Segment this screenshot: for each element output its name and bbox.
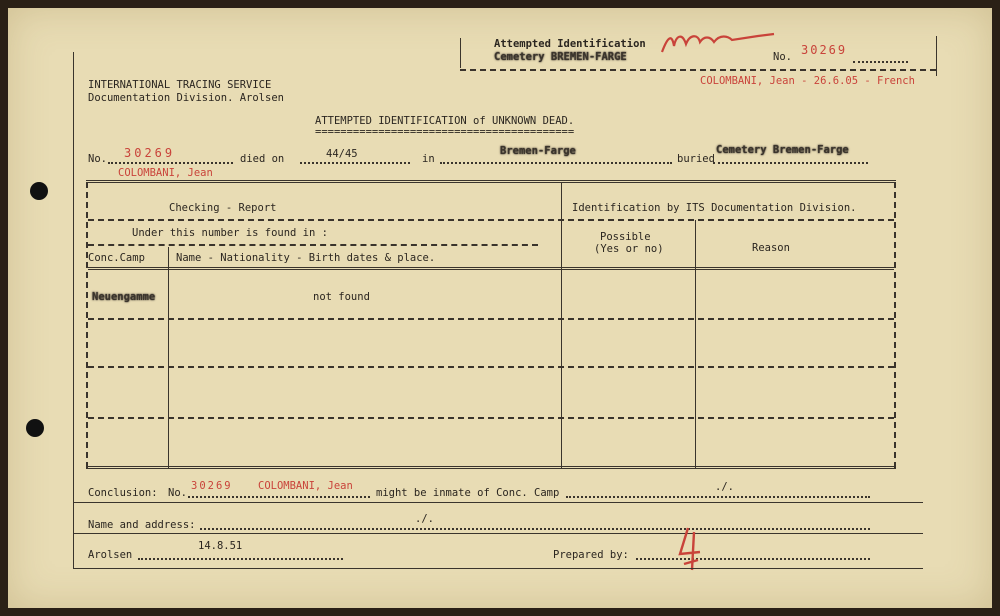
conc-camp-column-header: Conc.Camp — [88, 252, 145, 264]
conclusion-rule — [73, 502, 923, 503]
stamp-bottom-border — [460, 69, 936, 71]
stamp-no-value: 30269 — [801, 43, 848, 57]
row1-name: not found — [313, 291, 370, 303]
record-no-label: No. — [88, 153, 107, 165]
name-address-rule — [73, 533, 923, 534]
document-title: ATTEMPTED IDENTIFICATION of UNKNOWN DEAD. — [315, 115, 575, 127]
table-right-border — [894, 182, 896, 468]
title-underline: ========================================= — [315, 126, 575, 138]
row1-rule — [88, 318, 894, 320]
record-died-dots — [300, 162, 410, 164]
stamp-line2: Cemetery BREMEN-FARGE — [494, 51, 627, 63]
footer-date: 14.8.51 — [198, 540, 243, 552]
record-in-label: in — [422, 153, 435, 165]
table-bottom-border — [86, 466, 896, 469]
name-address-label: Name and address: — [88, 519, 196, 531]
conclusion-no-dots — [188, 496, 370, 498]
reason-header: Reason — [752, 242, 790, 254]
punch-hole-bottom — [26, 419, 44, 437]
conclusion-inmate-dots — [566, 496, 870, 498]
division-name: Documentation Division. Arolsen — [88, 92, 284, 104]
checking-report-header: Checking - Report — [169, 202, 277, 214]
table-top-border — [86, 180, 896, 183]
record-died-value: 44/45 — [326, 148, 358, 160]
red-signature-mark — [674, 524, 710, 574]
record-no-dots — [108, 162, 233, 164]
prepared-by-dots — [636, 558, 870, 560]
table-camp-divider — [168, 247, 169, 468]
table-left-border — [86, 182, 88, 468]
conclusion-no-value: 30269 — [191, 480, 233, 492]
footer-date-dots — [138, 558, 343, 560]
stamp-person: COLOMBANI, Jean - 26.6.05 - French — [700, 75, 915, 87]
org-name: INTERNATIONAL TRACING SERVICE — [88, 79, 272, 91]
footer-city: Arolsen — [88, 549, 133, 561]
row2-rule — [88, 366, 894, 368]
conclusion-no-label: No. — [168, 487, 187, 499]
record-in-value: Bremen-Farge — [500, 145, 576, 157]
record-died-label: died on — [240, 153, 285, 165]
conclusion-name: COLOMBANI, Jean — [258, 480, 353, 492]
record-name: COLOMBANI, Jean — [118, 167, 213, 179]
table-reason-divider — [695, 220, 696, 468]
stamp-right-border — [936, 36, 937, 76]
name-address-dots — [200, 528, 870, 530]
record-buried-label: buried — [677, 153, 715, 165]
document-card — [8, 8, 992, 608]
stamp-left-border — [460, 38, 461, 68]
under-number-header: Under this number is found in : — [132, 227, 328, 239]
conclusion-label: Conclusion: — [88, 487, 158, 499]
under-number-rule — [88, 244, 538, 246]
name-address-value: ./. — [415, 513, 434, 525]
yes-no-header: (Yes or no) — [594, 243, 664, 255]
stamp-line1: Attempted Identification — [494, 38, 646, 50]
possible-header: Possible — [600, 231, 651, 243]
punch-hole-top — [30, 182, 48, 200]
name-column-header: Name - Nationality - Birth dates & place. — [176, 252, 436, 264]
left-margin-line — [73, 52, 74, 568]
record-buried-value: Cemetery Bremen-Farge — [716, 144, 849, 156]
bottom-rule — [73, 568, 923, 569]
red-handwritten-mark — [658, 26, 778, 56]
table-middle-divider — [561, 182, 562, 468]
table-header-rule — [88, 219, 894, 221]
stamp-no-label: No. — [773, 51, 792, 63]
record-buried-dots — [713, 162, 868, 164]
row1-conc-camp: Neuengamme — [92, 291, 156, 303]
row3-rule — [88, 417, 894, 419]
column-header-rule — [88, 267, 894, 270]
record-no-value: 30269 — [124, 146, 176, 160]
prepared-by-label: Prepared by: — [553, 549, 629, 561]
record-in-dots — [440, 162, 672, 164]
conclusion-inmate-value: ./. — [715, 481, 734, 493]
stamp-no-dots — [853, 61, 908, 63]
identification-header: Identification by ITS Documentation Division. — [572, 202, 857, 214]
conclusion-inmate-label: might be inmate of Conc. Camp — [376, 487, 560, 499]
